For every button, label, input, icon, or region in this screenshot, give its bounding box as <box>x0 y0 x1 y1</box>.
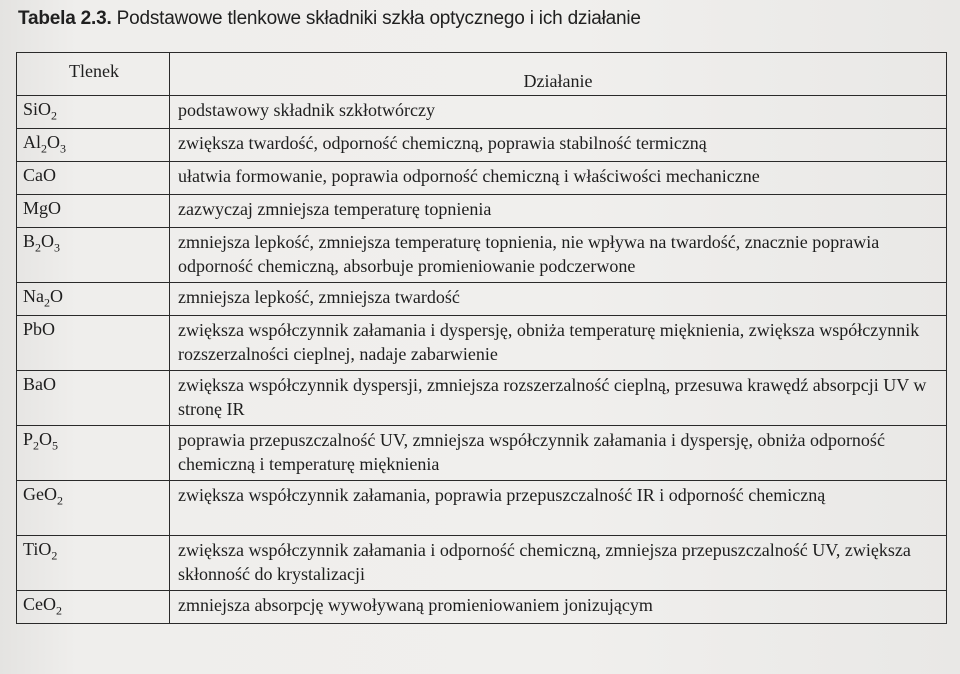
oxide-cell: GeO$_2$ <box>17 481 170 536</box>
effect-cell: zwiększa współczynnik załamania i dyspersję, obniża temperaturę mięknienia, zwiększa współczynnik rozszerzalności cieplnej, nadaje zabarwienie <box>170 316 947 371</box>
oxide-cell: TiO$_2$ <box>17 536 170 591</box>
header-oxide: Tlenek <box>17 53 170 96</box>
table-row <box>17 283 947 316</box>
table-row <box>17 129 947 162</box>
oxide-cell: CeO$_2$ <box>17 591 170 624</box>
oxide-cell: $Al_2O_3$ <box>17 129 170 162</box>
effect-cell: zwiększa współczynnik dyspersji, zmniejsza rozszerzalność cieplną, przesuwa krawędź absorpcji UV w stronę IR <box>170 371 947 426</box>
table-row <box>17 481 947 536</box>
table-row <box>17 96 947 129</box>
caption-title: Podstawowe tlenkowe składniki szkła optycznego i ich działanie <box>116 8 641 29</box>
header-row <box>17 53 947 96</box>
effect-cell: zwiększa współczynnik załamania i odporność chemiczną, zmniejsza przepuszczalność UV, zwiększa skłonność do krystalizacji <box>170 536 947 591</box>
oxide-cell: BaO <box>17 371 170 426</box>
table-row <box>17 591 947 624</box>
caption-label: Tabela 2.3. <box>18 8 112 29</box>
table-row <box>17 195 947 228</box>
oxide-cell: CaO <box>17 162 170 195</box>
table-row <box>17 228 947 283</box>
table-row <box>17 536 947 591</box>
effect-cell: zwiększa twardość, odporność chemiczną, poprawia stabilność termiczną <box>170 129 947 162</box>
oxide-cell: $P_2O_5$ <box>17 426 170 481</box>
oxide-table <box>16 52 947 624</box>
oxide-cell: $Na_2O$ <box>17 283 170 316</box>
oxide-cell: $B_2O_3$ <box>17 228 170 283</box>
effect-cell: zwiększa współczynnik załamania, poprawia przepuszczalność IR i odporność chemiczną <box>170 481 947 536</box>
table-row <box>17 426 947 481</box>
effect-cell: podstawowy składnik szkłotwórczy <box>170 96 947 129</box>
effect-cell: zmniejsza lepkość, zmniejsza temperaturę topnienia, nie wpływa na twardość, znacznie poprawia odporność chemiczną, absorbuje promieniowanie podczerwone <box>170 228 947 283</box>
header-effect: Działanie <box>170 53 947 96</box>
effect-cell: zazwyczaj zmniejsza temperaturę topnienia <box>170 195 947 228</box>
table-caption <box>18 8 641 30</box>
oxide-cell: PbO <box>17 316 170 371</box>
effect-cell: zmniejsza absorpcję wywoływaną promieniowaniem jonizującym <box>170 591 947 624</box>
table-row <box>17 316 947 371</box>
table-row <box>17 371 947 426</box>
table-row <box>17 162 947 195</box>
oxide-cell: SiO$_2$ <box>17 96 170 129</box>
effect-cell: poprawia przepuszczalność UV, zmniejsza współczynnik załamania i dyspersję, obniża odporność chemiczną i temperaturę mięknienia <box>170 426 947 481</box>
oxide-cell: MgO <box>17 195 170 228</box>
effect-cell: zmniejsza lepkość, zmniejsza twardość <box>170 283 947 316</box>
effect-cell: ułatwia formowanie, poprawia odporność chemiczną i właściwości mechaniczne <box>170 162 947 195</box>
